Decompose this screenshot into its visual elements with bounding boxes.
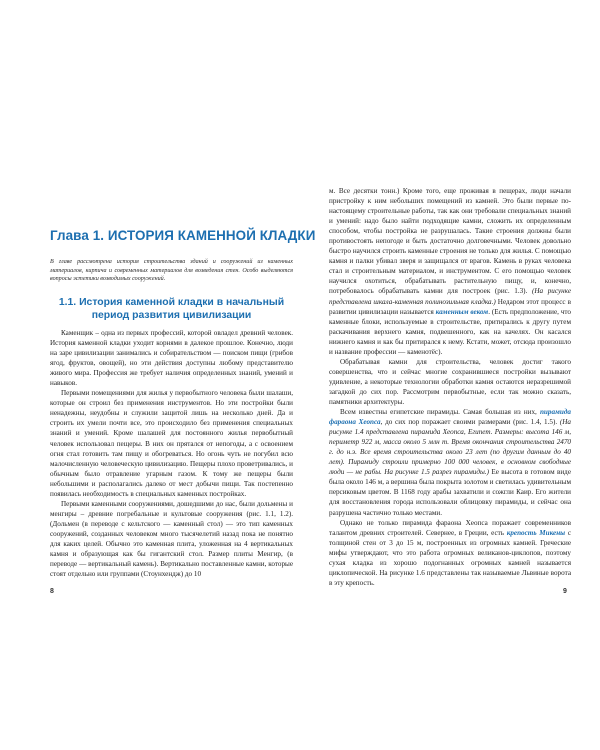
text-run: м. Все десятки тонн.) Кроме того, еще проживая в пещерах, люди начали пристройку к ним небольших помещений из камней. Это были первые по-настоящему строительные работы, так как они требовали специальных знаний и умений: надо было найти подходящие камни, сложить их определенным способом, чтобы постройка не разрушалась. Такие строения должны были противостоять непогоде и быть достаточно долговечными. Человек довольно быстро научился строить каменные строения не только для жилья. С помощью камня и палки убивал зверя и защищался от врагов. Камень в руках человека стал и строительным материалом, и инструментом. С его помощью человек научился охотиться, обрабатывать растительную пищу, и, конечно, потребовалось обрабатывать камни для построек (рис. 1.3). [329,187,571,296]
highlighted-term: крепость Микены [506,528,566,537]
paragraph: Обрабатывая камни для строительства, человек достиг такого совершенства, что и сейчас многие сохранившиеся постройки вызывают удивление, а некоторые технологии обработки камня остаются неразрешимой загадкой до сих пор. Рассмотрим первобытные, если так можно сказать, памятники архитектуры. [329,357,571,406]
text-run: , до сих пор поражает своими размерами (рис. 1.4, 1.5). [380,418,560,427]
text-run: Однако не только пирамида фараона Хеопса поражает современников талантом древних строителей. Севернее, в Греции, есть [329,518,571,537]
chapter-intro: В главе рассмотрена история строительства зданий и сооружений из каменных материалов, кирпича и современных материалов для возведения стен. Особо выделяются вопросы эстетики возводимых сооружений. [50,259,293,283]
page-number: 8 [50,588,54,595]
text-run: . (Есть предположение, что каменные блоки, используемые в строительстве, притирались к другу путем раскачивания верхнего камня, подвешенного, как на качелях. Он касался нижнего камня и как бы притирался к нему. Кстати, может, отсюда произошло и название профессии — каменотёс). [329,307,572,356]
text-run: Недаром этот процесс в развитии цивилизации называется [329,297,571,316]
paragraph: Первыми помещениями для жилья у первобытного человека были шалаши, которые он строил без применения инструментов. Но эти постройки были ненадежны, неудобны и служили защитой лишь на несколько дней. Да и строить их умели почти все, это происходило без применения специальных знаний и умений. Кроме шалашей для постоянного жилья первобытный человек использовал пещеры. В них он прятался от непогоды, а с освоением огня стал готовить там пищу и обогреваться. Но огонь чуть не погубил всю малочисленную человеческую цивилизацию. Пещеры плохо проветривались, и обычным было отравление угарным газом. К тому же пещеры были небольшими и располагались далеко от мест добычи пищи. Так постепенно появилась необходимость в специальных каменных постройках. [50,389,293,498]
paragraph [329,518,571,588]
figure-caption-ref: (На рисунке представлена шкала-каменная полинозильная кладка.) [329,287,571,306]
section-title: 1.1. История каменной кладки в начальный период развития цивилизации [58,297,285,322]
left-body-text [50,328,293,579]
page-number: 9 [563,588,567,595]
chapter-title: Глава 1. ИСТОРИЯ КАМЕННОЙ КЛАДКИ [50,228,316,243]
paragraph: Первыми каменными сооружениями, дошедшими до нас, были дольмены и менгиры – древние погребальные и культовые сооружения (рис. 1.1, 1.2). (Дольмен (в переводе с кельтского — каменный стол) — это тип каменных сооружений, созданных человеком много тысячелетий назад пока не понятно для каких целей. Обычно это каменная плита, уложенная на 4 вертикальных камня и образующая как бы гигантский стол. Размер плиты Менгир, (в переводе — вертикальный камень). Вертикально поставленные камни, которые стоят отдельно или группами (Стоунхендж) до 10 [50,499,293,579]
right-body-text [329,186,571,588]
figure-caption-ref: (На рисунке 1.4 представлена пирамида Хеопса, Египет. Размеры: высота 146 м, периметр 922 м, масса около 5 млн т. Время окончания строительства 2470 г. до н.э. Все время строительства около 23 лет (по другим данным до 40 лет). Пирамиду строили примерно 100 000 человек, в основном свободные люди — не рабы. На рисунке 1.5 разрез пирамиды.) [329,418,571,477]
text-run: с толщиной стен от 3 до 15 м, построенных из огромных камней. Греческие мифы утверждают, что это работа огромных великанов-циклопов, поэтому сухая кладка из хорошо подогнанных огромных камней называется циклопической. На рисунке 1.6 представлены так называемые Львиные ворота в эту крепость. [329,528,571,587]
text-run: Ее высота в готовом виде была около 146 м, а вершина была покрыта золотом и светилась удивительным персиковым цветом. В 1168 году арабы захватили и сожгли Каир. Его жители для восстановления города использовали облицовку пирамиды, и сейчас она разрушена частично только местами. [329,468,571,517]
highlighted-term: пирамида фараона Хеопса [329,408,571,427]
paragraph: Каменщик – одна из первых профессий, которой овладел древний человек. История каменной кладки уходит корнями в далекое прошлое. Конечно, люди на заре цивилизации занимались и собирательством — поиском пищи (грибов ягод, фруктов, овощей), но эти действия доступны любому представителю живого мира. Профессия же требует наличия определенных знаний, умений и навыков. [50,329,293,388]
text-run: Всем известны египетские пирамиды. Самая большая из них, [340,408,540,417]
paragraph [329,407,571,518]
highlighted-term: каменным веком [435,307,489,316]
paragraph [329,186,571,357]
